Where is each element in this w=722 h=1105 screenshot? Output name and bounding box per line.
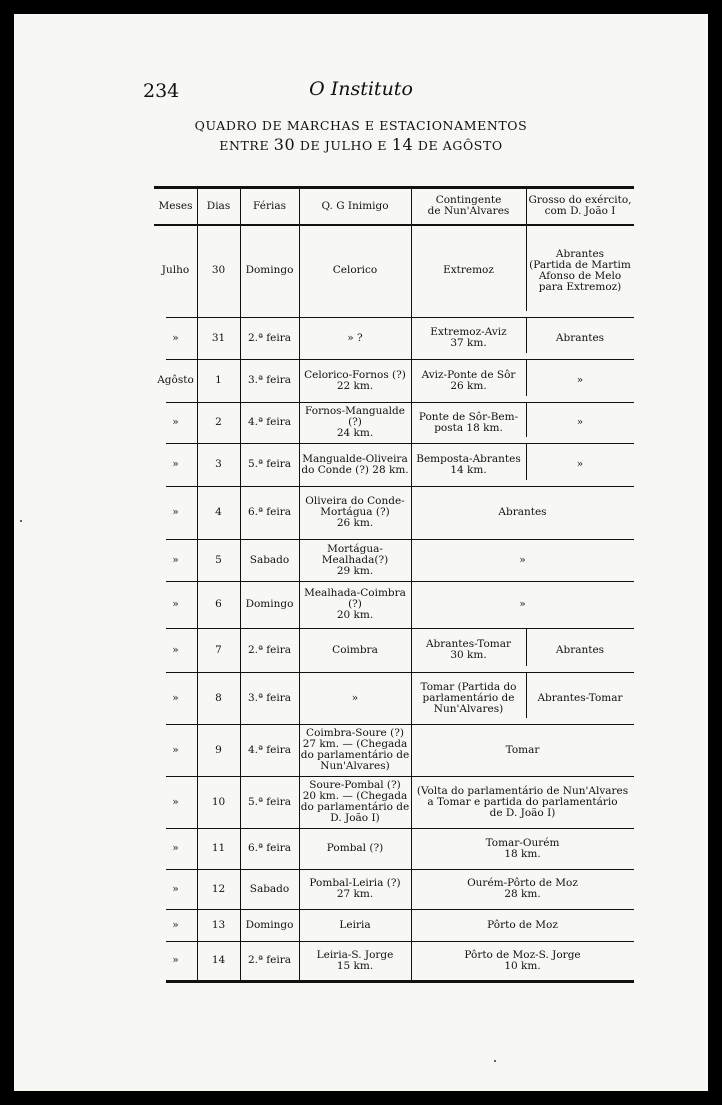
cell-mes: » (172, 506, 179, 518)
cell-mes: » (172, 918, 179, 931)
cell-qg: Celorico (332, 264, 378, 276)
header-qg: Q. G Inimigo (321, 199, 389, 212)
title-day1: 30 (273, 135, 296, 154)
cell-merged: » (519, 598, 526, 610)
cell-mes: » (172, 331, 179, 344)
col-rule (526, 359, 527, 396)
col-rule (411, 186, 412, 980)
cell-feria: 5.ª feira (247, 795, 292, 808)
title-prefix: ENTRE (219, 138, 274, 153)
col-rule (526, 317, 527, 353)
cell-grosso: Abrantes (555, 643, 605, 656)
cell-feria: 2.ª feira (247, 643, 292, 656)
cell-qg: Pombal (?) (326, 842, 384, 854)
cell-contingente: Tomar (Partida do parlamentário de Nun'Alvares) (420, 680, 517, 715)
cell-grosso: » (576, 374, 584, 386)
page-number: 234 (143, 80, 180, 102)
cell-feria: Domingo (245, 918, 294, 931)
running-head: O Instituto (309, 78, 413, 100)
cell-feria: 3.ª feira (247, 374, 292, 386)
col-rule (299, 186, 300, 980)
col-rule (526, 402, 527, 437)
cell-contingente: Bemposta-Abrantes 14 km. (416, 452, 521, 476)
header-feria: Férias (253, 199, 286, 212)
cell-contingente: Aviz-Ponte de Sôr 26 km. (421, 368, 516, 392)
cell-contingente: Abrantes-Tomar 30 km. (425, 638, 512, 661)
title-suffix: DE AGÔSTO (413, 138, 503, 153)
table-title-line1: QUADRO DE MARCHAS E ESTACIONAMENTOS (194, 118, 528, 133)
cell-feria: 3.ª feira (247, 691, 292, 704)
cell-mes: » (172, 643, 179, 656)
cell-dia: 10 (211, 795, 226, 808)
cell-mes: » (172, 954, 179, 966)
cell-dia: 5 (215, 553, 222, 566)
col-rule (526, 443, 527, 480)
cell-mes: » (172, 416, 179, 428)
cell-feria: Domingo (245, 264, 294, 276)
cell-mes: » (172, 795, 179, 808)
cell-qg: Pombal-Leiria (?) 27 km. (309, 877, 401, 900)
cell-grosso: Abrantes (555, 331, 605, 344)
cell-dia: 4 (215, 506, 222, 518)
title-mid: DE JULHO E (295, 138, 392, 153)
col-rule (526, 224, 527, 311)
bottom-rule (166, 980, 634, 983)
cell-qg: Celorico-Fornos (?) 22 km. (304, 368, 406, 392)
marches-table (154, 174, 634, 972)
header-grosso: Grosso do exército, com D. João I (528, 194, 632, 217)
cell-qg: Leiria (339, 918, 371, 931)
speck (494, 1060, 496, 1062)
cell-dia: 6 (215, 598, 222, 610)
cell-contingente: Extremoz-Aviz 37 km. (430, 326, 507, 349)
cell-qg: Mortágua-Mealhada(?) 29 km. (321, 542, 389, 577)
cell-feria: 4.ª feira (247, 416, 292, 428)
cell-mes: » (172, 743, 179, 756)
cell-merged: Ourém-Pôrto de Moz 28 km. (467, 877, 578, 900)
cell-dia: 9 (215, 743, 222, 756)
cell-dia: 11 (211, 842, 226, 854)
cell-feria: Domingo (245, 598, 294, 610)
cell-merged: Pôrto de Moz-S. Jorge 10 km. (464, 948, 581, 972)
cell-qg: Coimbra-Soure (?) 27 km. — (Chegada do parlamentário de Nun'Alvares) (300, 727, 410, 772)
cell-qg: Coimbra (332, 643, 378, 656)
table-title-line2 (14, 135, 708, 154)
cell-qg: Oliveira do Conde- Mortágua (?) 26 km. (305, 495, 405, 529)
cell-qg: Soure-Pombal (?) 20 km. — (Chegada do parlamentário de D. João I) (300, 779, 410, 824)
cell-mes: Julho (161, 264, 190, 276)
cell-qg: » (351, 691, 359, 704)
cell-feria: Sabado (249, 553, 290, 566)
cell-dia: 12 (211, 882, 226, 895)
cell-dia: 8 (215, 691, 222, 704)
col-rule (526, 186, 527, 224)
cell-mes: » (172, 553, 179, 566)
cell-grosso: Abrantes (Partida de Martim Afonso de Melo para Extremoz) (529, 247, 631, 293)
cell-dia: 30 (211, 264, 226, 276)
cell-mes: » (172, 842, 179, 854)
cell-feria: 6.ª feira (247, 506, 292, 518)
cell-feria: Sabado (249, 882, 290, 895)
cell-grosso: » (576, 416, 584, 428)
cell-feria: 6.ª feira (247, 842, 292, 854)
cell-dia: 13 (211, 918, 226, 931)
book-page (14, 14, 708, 1091)
cell-mes: Agôsto (157, 374, 194, 386)
cell-dia: 14 (211, 954, 226, 966)
cell-merged: Tomar (505, 743, 540, 756)
cell-feria: 2.ª feira (247, 954, 292, 966)
cell-grosso: » (576, 458, 584, 470)
cell-dia: 7 (215, 643, 222, 656)
cell-qg: Fornos-Mangualde (?) 24 km. (305, 405, 405, 439)
cell-qg: » ? (347, 331, 363, 344)
cell-contingente: Ponte de Sôr-Bem- posta 18 km. (418, 410, 519, 434)
cell-dia: 31 (211, 331, 226, 344)
cell-mes: » (172, 458, 179, 470)
cell-merged: » (519, 553, 526, 566)
header-mes: Meses (158, 199, 193, 212)
cell-merged: Abrantes (498, 506, 547, 518)
col-rule (197, 186, 198, 980)
col-rule (526, 672, 527, 718)
cell-mes: » (172, 882, 179, 895)
cell-contingente: Extremoz (443, 264, 494, 276)
title-day2: 14 (391, 135, 414, 154)
cell-qg: Leiria-S. Jorge 15 km. (316, 948, 394, 972)
cell-dia: 1 (215, 374, 222, 386)
cell-feria: 2.ª feira (247, 331, 292, 344)
cell-qg: Mangualde-Oliveira do Conde (?) 28 km. (301, 452, 409, 476)
cell-dia: 2 (215, 416, 222, 428)
col-rule (240, 186, 241, 980)
header-cont: Contingente de Nun'Alvares (427, 194, 510, 217)
col-rule (526, 628, 527, 666)
cell-merged: (Volta do parlamentário de Nun'Alvares a Tomar e partida do parlamentário de D. João I) (416, 784, 629, 819)
cell-merged: Pôrto de Moz (487, 918, 558, 931)
header-dia: Dias (206, 199, 231, 212)
cell-mes: » (172, 691, 179, 704)
cell-feria: 5.ª feira (247, 458, 292, 470)
cell-grosso: Abrantes-Tomar (537, 691, 623, 704)
cell-qg: Mealhada-Coimbra (?) 20 km. (304, 587, 406, 621)
cell-feria: 4.ª feira (247, 743, 292, 756)
cell-merged: Tomar-Ourém 18 km. (485, 836, 560, 860)
cell-dia: 3 (215, 458, 222, 470)
speck (20, 520, 22, 522)
cell-mes: » (172, 598, 179, 610)
